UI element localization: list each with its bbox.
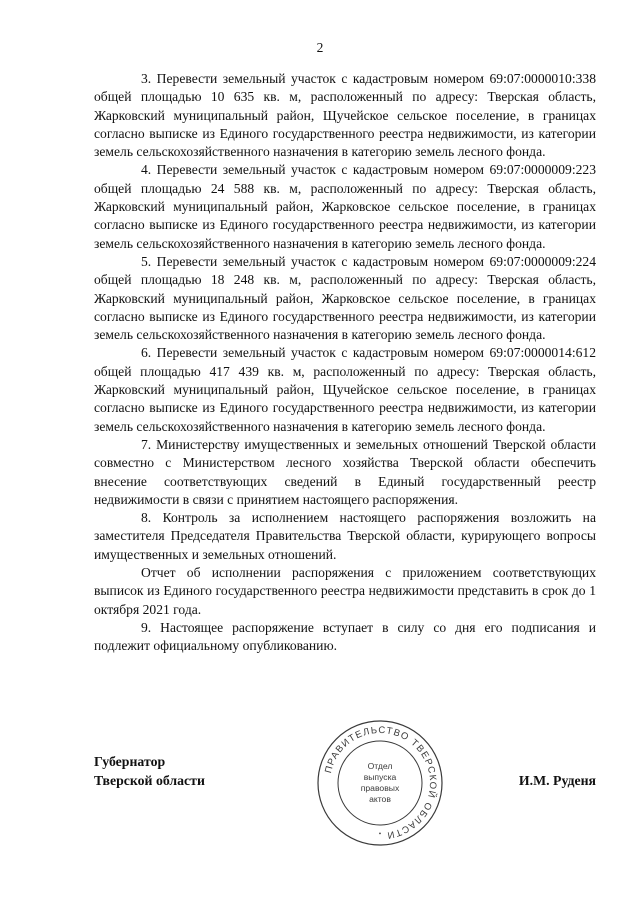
document-body	[94, 70, 596, 656]
paragraph-item-8: 8. Контроль за исполнением настоящего распоряжения возложить на заместителя Председателя Правительства Тверской области, курирующего вопросы имущественных и земельных отношений.	[94, 510, 596, 562]
signatory-title-line1: Губернатор	[94, 754, 166, 769]
paragraph-item-3: 3. Перевести земельный участок с кадастровым номером 69:07:0000010:338 общей площадью 10 635 кв. м, расположенный по адресу: Тверская область, Жарковский муниципальный район, Щучейское сельское поселение, в границах согласно выписке из Единого государственного реестра недвижимости, из категории земель сельскохозяйственного назначения в категорию земель лесного фонда.	[94, 71, 596, 160]
stamp-line4: актов	[369, 794, 391, 804]
stamp-center-text	[315, 718, 445, 848]
stamp-line2: выпуска	[363, 772, 397, 782]
paragraph-item-9: 9. Настоящее распоряжение вступает в силу со дня его подписания и подлежит официальному опубликованию.	[94, 619, 596, 654]
paragraph-item-5: 5. Перевести земельный участок с кадастровым номером 69:07:0000009:224 общей площадью 18 248 кв. м, расположенный по адресу: Тверская область, Жарковский муниципальный район, Жарковское сельское поселение, в границах согласно выписке из Единого государственного реестра недвижимости, из категории земель сельскохозяйственного назначения в категорию земель лесного фонда.	[94, 253, 596, 343]
paragraph-item-6: 6. Перевести земельный участок с кадастровым номером 69:07:0000014:612 общей площадью 417 439 кв. м, расположенный по адресу: Тверская область, Жарковский муниципальный район, Щучейское сельское поселение, в границах согласно выписке из Единого государственного реестра недвижимости, из категории земель сельскохозяйственного назначения в категорию земель лесного фонда.	[94, 345, 596, 434]
signatory-title	[94, 753, 205, 790]
paragraph-item-7: 7. Министерству имущественных и земельных отношений Тверской области совместно с Министерством лесного хозяйства Тверской области обеспечить внесение соответствующих сведений в Единый государственный реестр недвижимости в связи с принятием настоящего распоряжения.	[94, 436, 596, 507]
stamp-line1: Отдел	[367, 761, 393, 771]
official-stamp	[315, 718, 445, 848]
stamp-line3: правовых	[360, 783, 400, 793]
signatory-name: И.М. Руденя	[518, 773, 596, 788]
paragraph-report: Отчет об исполнении распоряжения с приложением соответствующих выписок из Единого государственного реестра недвижимости представить в срок до 1 октября 2021 года.	[94, 565, 596, 617]
stamp-ring-text: ПРАВИТЕЛЬСТВО ТВЕРСКОЙ ОБЛАСТИ	[323, 724, 439, 841]
page-number: 2	[316, 40, 324, 55]
svg-text:•: •	[378, 830, 382, 838]
signatory-title-line2: Тверской области	[94, 772, 205, 788]
paragraph-item-4: 4. Перевести земельный участок с кадастровым номером 69:07:0000009:223 общей площадью 24 588 кв. м, расположенный по адресу: Тверская область, Жарковский муниципальный район, Жарковское сельское поселение, в границах согласно выписке из Единого государственного реестра недвижимости, из категории земель сельскохозяйственного назначения в категорию земель лесного фонда.	[94, 162, 596, 251]
